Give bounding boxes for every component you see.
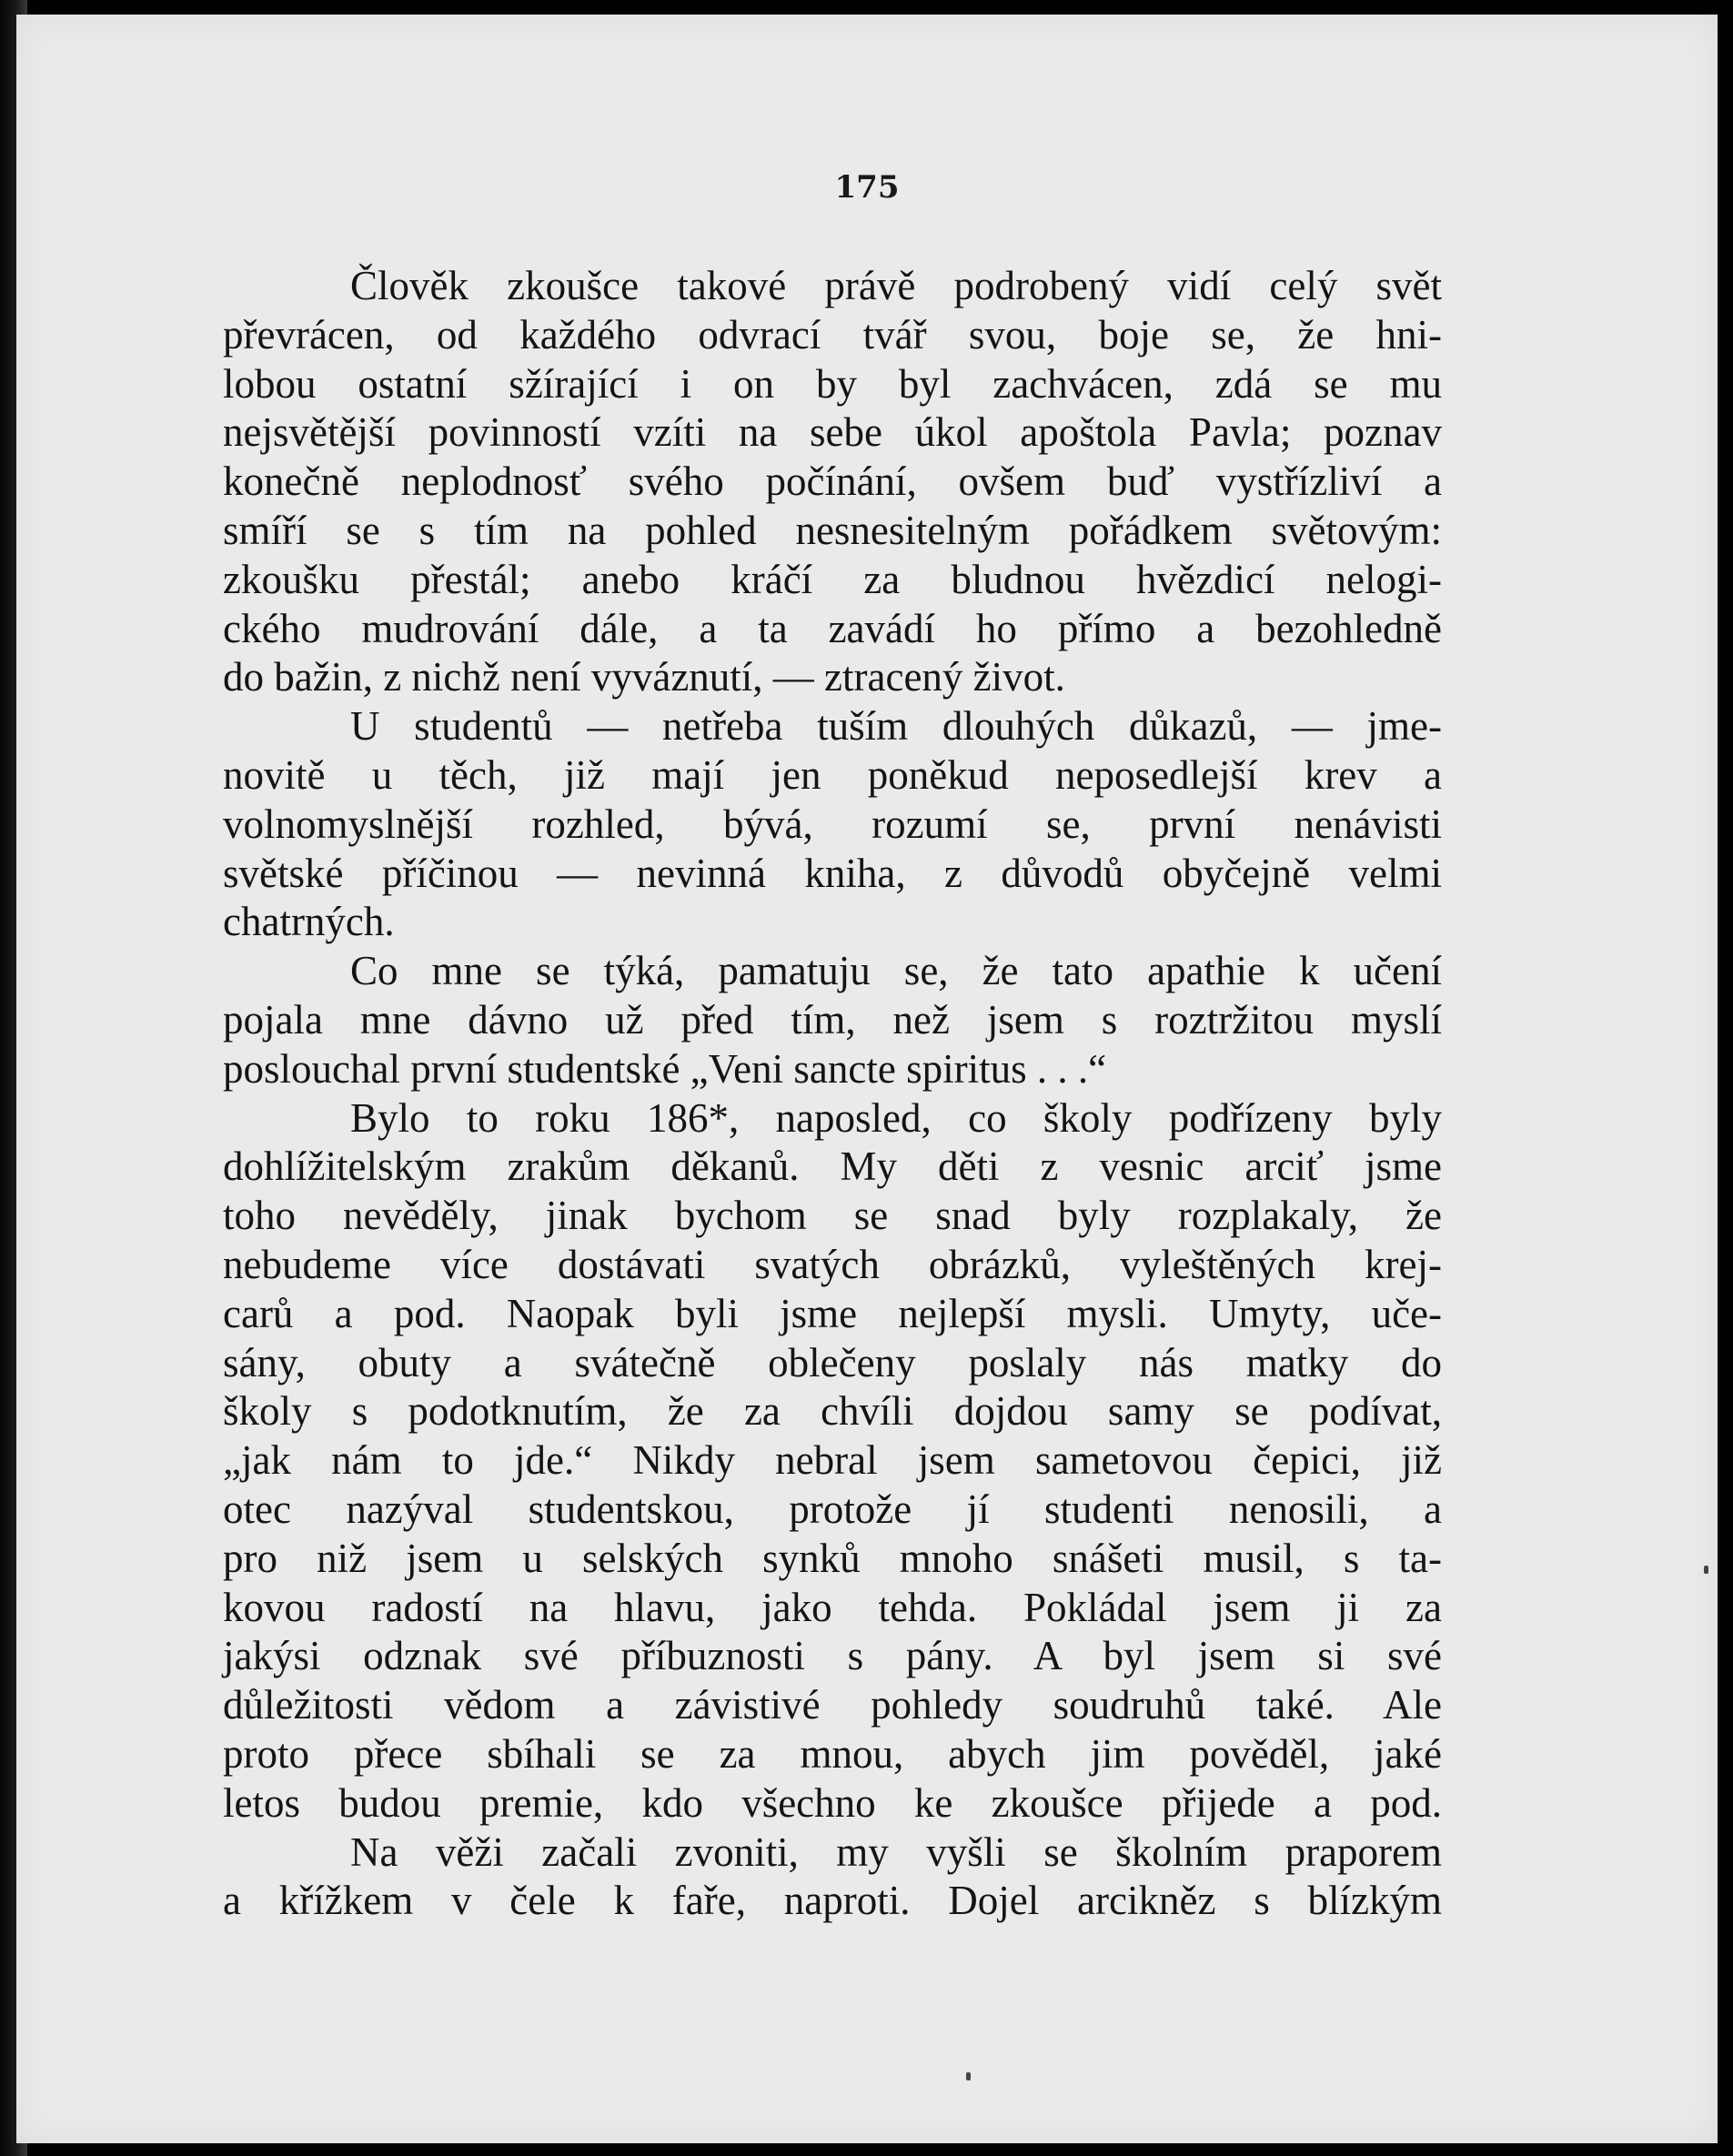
text-line: sány, obuty a svátečně oblečeny poslaly nás matky do — [223, 1339, 1442, 1385]
text-line: carů a pod. Naopak byli jsme nejlepší mysli. Umyty, uče- — [223, 1290, 1442, 1336]
text-line: „jak nám to jde.“ Nikdy nebral jsem sametovou čepici, již — [223, 1437, 1442, 1484]
text-line: volnomyslnější rozhled, bývá, rozumí se, první nenávisti — [223, 801, 1442, 847]
text-line: nebudeme více dostávati svatých obrázků, vyleštěných krej- — [223, 1241, 1442, 1287]
text-line: Na věži začali zvoniti, my vyšli se školním praporem — [350, 1829, 1442, 1875]
text-line: a křížkem v čele k faře, naproti. Dojel arcikněz s blízkým — [223, 1878, 1442, 1924]
text-line: Člověk zkoušce takové právě podrobený vidí celý svět — [350, 263, 1442, 308]
text-line: nejsvětější povinností vzíti na sebe úkol apoštola Pavla; poznav — [223, 409, 1442, 456]
text-line: poslouchal první studentské „Veni sancte spiritus . . .“ — [223, 1045, 1107, 1092]
text-line: U studentů — netřeba tuším dlouhých důkazů, — jme- — [350, 703, 1442, 750]
text-line: kovou radostí na hlavu, jako tehda. Pokládal jsem ji za — [223, 1584, 1442, 1630]
text-line: pro niž jsem u selských synků mnoho snášeti musil, s ta- — [223, 1535, 1442, 1581]
text-line: jakýsi odznak své příbuznosti s pány. A byl jsem si své — [223, 1633, 1442, 1679]
text-line: dohlížitelským zrakům děkanů. My děti z vesnic arciť jsme — [223, 1143, 1442, 1190]
text-line: Co mne se týká, pamatuju se, že tato apathie k učení — [350, 948, 1442, 994]
text-line: otec nazýval studentskou, protože jí studenti nenosili, a — [223, 1486, 1442, 1532]
text-line: zkoušku přestál; anebo kráčí za bludnou hvězdicí nelogi- — [223, 556, 1442, 602]
scan-speck — [1704, 1566, 1708, 1574]
text-line: Bylo to roku 186*, naposled, co školy podřízeny byly — [350, 1094, 1442, 1141]
text-line: novitě u těch, již mají jen poněkud neposedlejší krev a — [223, 751, 1442, 798]
text-line: toho nevěděly, jinak bychom se snad byly rozplakaly, že — [223, 1193, 1442, 1239]
text-line: pojala mne dávno už před tím, než jsem s roztržitou myslí — [223, 996, 1442, 1043]
text-line: do bažin, z nichž není vyváznutí, — ztracený život. — [223, 654, 1065, 700]
text-line: smíří se s tím na pohled nesnesitelným pořádkem světovým: — [223, 507, 1442, 553]
text-line: školy s podotknutím, že za chvíli dojdou samy se podívat, — [223, 1388, 1442, 1435]
body-text — [223, 262, 1442, 1926]
text-line: chatrných. — [223, 899, 395, 945]
text-line: důležitosti vědom a závistivé pohledy soudruhů také. Ale — [223, 1682, 1442, 1728]
text-line: ckého mudrování dále, a ta zavádí ho přímo a bezohledně — [223, 605, 1442, 651]
book-page — [16, 15, 1718, 2143]
scan-speck — [966, 2072, 971, 2080]
text-line: převrácen, od každého odvrací tvář svou, boje se, že hni- — [223, 311, 1442, 358]
text-line: konečně neplodnosť svého počínání, ovšem buď vystřízliví a — [223, 458, 1442, 505]
text-line: světské příčinou — nevinná kniha, z důvodů obyčejně velmi — [223, 850, 1442, 896]
text-line: proto přece sbíhali se za mnou, abych jim pověděl, jaké — [223, 1730, 1442, 1777]
text-line: lobou ostatní sžírající i on by byl zachvácen, zdá se mu — [223, 360, 1442, 407]
page-number: 175 — [834, 169, 900, 206]
text-line: letos budou premie, kdo všechno ke zkoušce přijede a pod. — [223, 1779, 1442, 1826]
